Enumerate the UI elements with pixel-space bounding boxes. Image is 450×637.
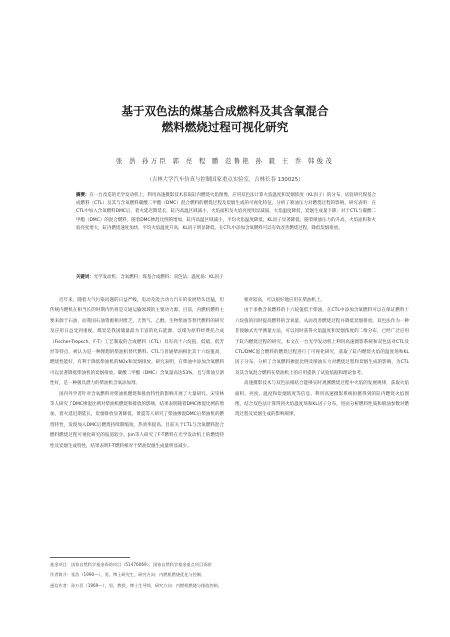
abstract-label: 摘要： — [76, 193, 90, 198]
paper-title-line1: 基于双色法的煤基合成燃料及其含氧混合 — [121, 104, 329, 118]
footnote-corresponding: 通信作者：孙万臣（1969—），男，教授，博士生导师，研究方向：内燃机燃烧与排放控制。 — [50, 582, 222, 588]
body-paragraph: 高速摄影技术与双色法相结合能够实时观测燃烧过程中火焰的发展规律，获取火焰面积、亮度、温度和炭烟浓度等信息。利用高速摄影系统拍摄得到的缸内燃烧火焰图像，结合双色法计算得到火焰温度场和KL因子分布，进而分析燃料性质和喷油参数对燃烧过程及炭烟生成的影响规律。 — [235, 381, 409, 418]
footnote-author: 作者简介：张浩（1990—），男，博士研究生，研究方向：内燃机燃烧优化与控制。 — [50, 572, 206, 578]
body-column-right — [235, 296, 409, 421]
body-column-left — [50, 296, 224, 452]
abstract-text: 在一台改造的光学发动机上，利用高速摄影技术获取缸内燃烧火焰图像，应用双色法计算火焰温度和炭烟浓度（KL因子）的分布，试验研究煤基合成燃料（CTL）及其与含氧燃料碳酸二甲酯（DMC）混合燃料的燃烧过程及炭烟生成的可视化特征，分析了喷油压力对燃烧过程的影响。研究表明：在CTL中加入含氧燃料DMC后，着火延迟期延长，缸内高温区域减小，火焰面积及火焰亮度明显减弱，火焰温度降低，炭烟生成量下降；对于CTL与碳酸二甲酯（DMC）的混合燃料，随着DMC掺混比例的增加，缸内高温区域减小，平均火焰温度降低，KL因子显著降低；随着喷油压力的升高，火焰面积和火焰亮度增大，缸内燃烧速度加快，平均火焰温度升高，KL因子明显降低。在CTL中添加含氧燃料可以有效改善燃烧过程，降低炭烟排放。 — [76, 193, 377, 231]
paper-title-line2: 燃料燃烧过程可视化研究 — [161, 120, 289, 134]
body-paragraph: 由于多数含氧燃料的十六烷值低于柴油，在CTL中添加含氧燃料可以在保证燃料十六烷值的同时提高燃料的含氧量，从而改善燃烧过程并降低炭烟排放。双色法作为一种非接触式光学测量方法，可以同时获得火焰温度和炭烟浓度的二维分布，已经广泛应用于缸内燃烧过程的研究。本文在一台光学发动机上利用高速摄影系统和双色法对CTL及CTL/DMC混合燃料的燃烧过程进行了可视化研究，获取了缸内燃烧火焰的温度场和KL因子分布，分析了含氧燃料掺混比例及喷油压力对燃烧过程和炭烟生成的影响，为CTL及其含氧混合燃料在柴油机上的应用提供了试验依据和理论参考。 — [235, 308, 409, 376]
authors: 张 浩 孙万臣 郭 亮 程 鹏 范鲁艳 孙 毅 王 乔 韩俊茂 — [115, 158, 335, 165]
abstract — [76, 192, 376, 233]
body-paragraph: 国内外学者针对含氧燃料对柴油机燃烧和排放特性的影响开展了大量研究。宋崇林等人研究了DMC掺混比例对柴油机燃烧和排放的影响，结果表明随着DMC掺混比例的增加，着火延迟期延长，炭烟排放显著降低。黄震等人研究了柴油掺混DMC后柴油机的燃烧特性，发现加入DMC后燃烧持续期缩短，热效率提高。目前关于CTL与含氧燃料混合燃料燃烧过程可视化研究的报道较少。Jim等人研究了F-T燃料在光学发动机上的燃烧特性及炭烟生成特性，结果表明F-T燃料相对于柴油炭烟生成量明显减少。 — [50, 391, 224, 449]
keywords-label: 关键词： — [76, 275, 94, 280]
footnote-funding: 基金项目：国家自然科学基金资助项目（51476069）；国家自然科学基金重点项目资助 — [50, 562, 212, 567]
body-paragraph: 相对较高，可以很好地应用在柴油机上。 — [244, 298, 325, 303]
footnote-divider — [50, 557, 130, 558]
affiliation: （吉林大学汽车仿真与控制国家重点实验室，吉林长春 130025） — [146, 177, 304, 183]
body-paragraph: 近年来，随着大气污染问题的日益严峻，电动及混合动力汽车的发展势头迅猛，但传统内燃机在相当长的时期内仍将是交通运输领域的主要动力源。目前，内燃机燃料主要来源于石油，而我国石油资源相对匮乏，天然气、乙醇、生物柴油等替代燃料的研究及应用日益受到重视。煤炭是我国储量最为丰富的化石能源，以煤为原料经费托合成（Fischer-Tropsch，F-T）工艺制取的合成燃料（CTL）具有高十六烷值、低硫、低芳烃等特点，被认为是一种理想的柴油机替代燃料。CTL与普通柴油相比其十六烷值高，燃烧性能好，有利于降低柴油机的NOx和炭烟排放。研究表明，在柴油中添加含氧燃料可以显著降低柴油机的炭烟排放。碳酸二甲酯（DMC）含氧量高达53%，且与柴油互溶性好，是一种极具潜力的柴油机含氧添加剂。 — [50, 298, 224, 387]
keywords-text: 光学发动机；含氧燃料；煤基合成燃料；双色法；温度场；KL因子 — [93, 275, 224, 280]
keywords — [76, 274, 376, 280]
footnotes — [50, 560, 410, 591]
